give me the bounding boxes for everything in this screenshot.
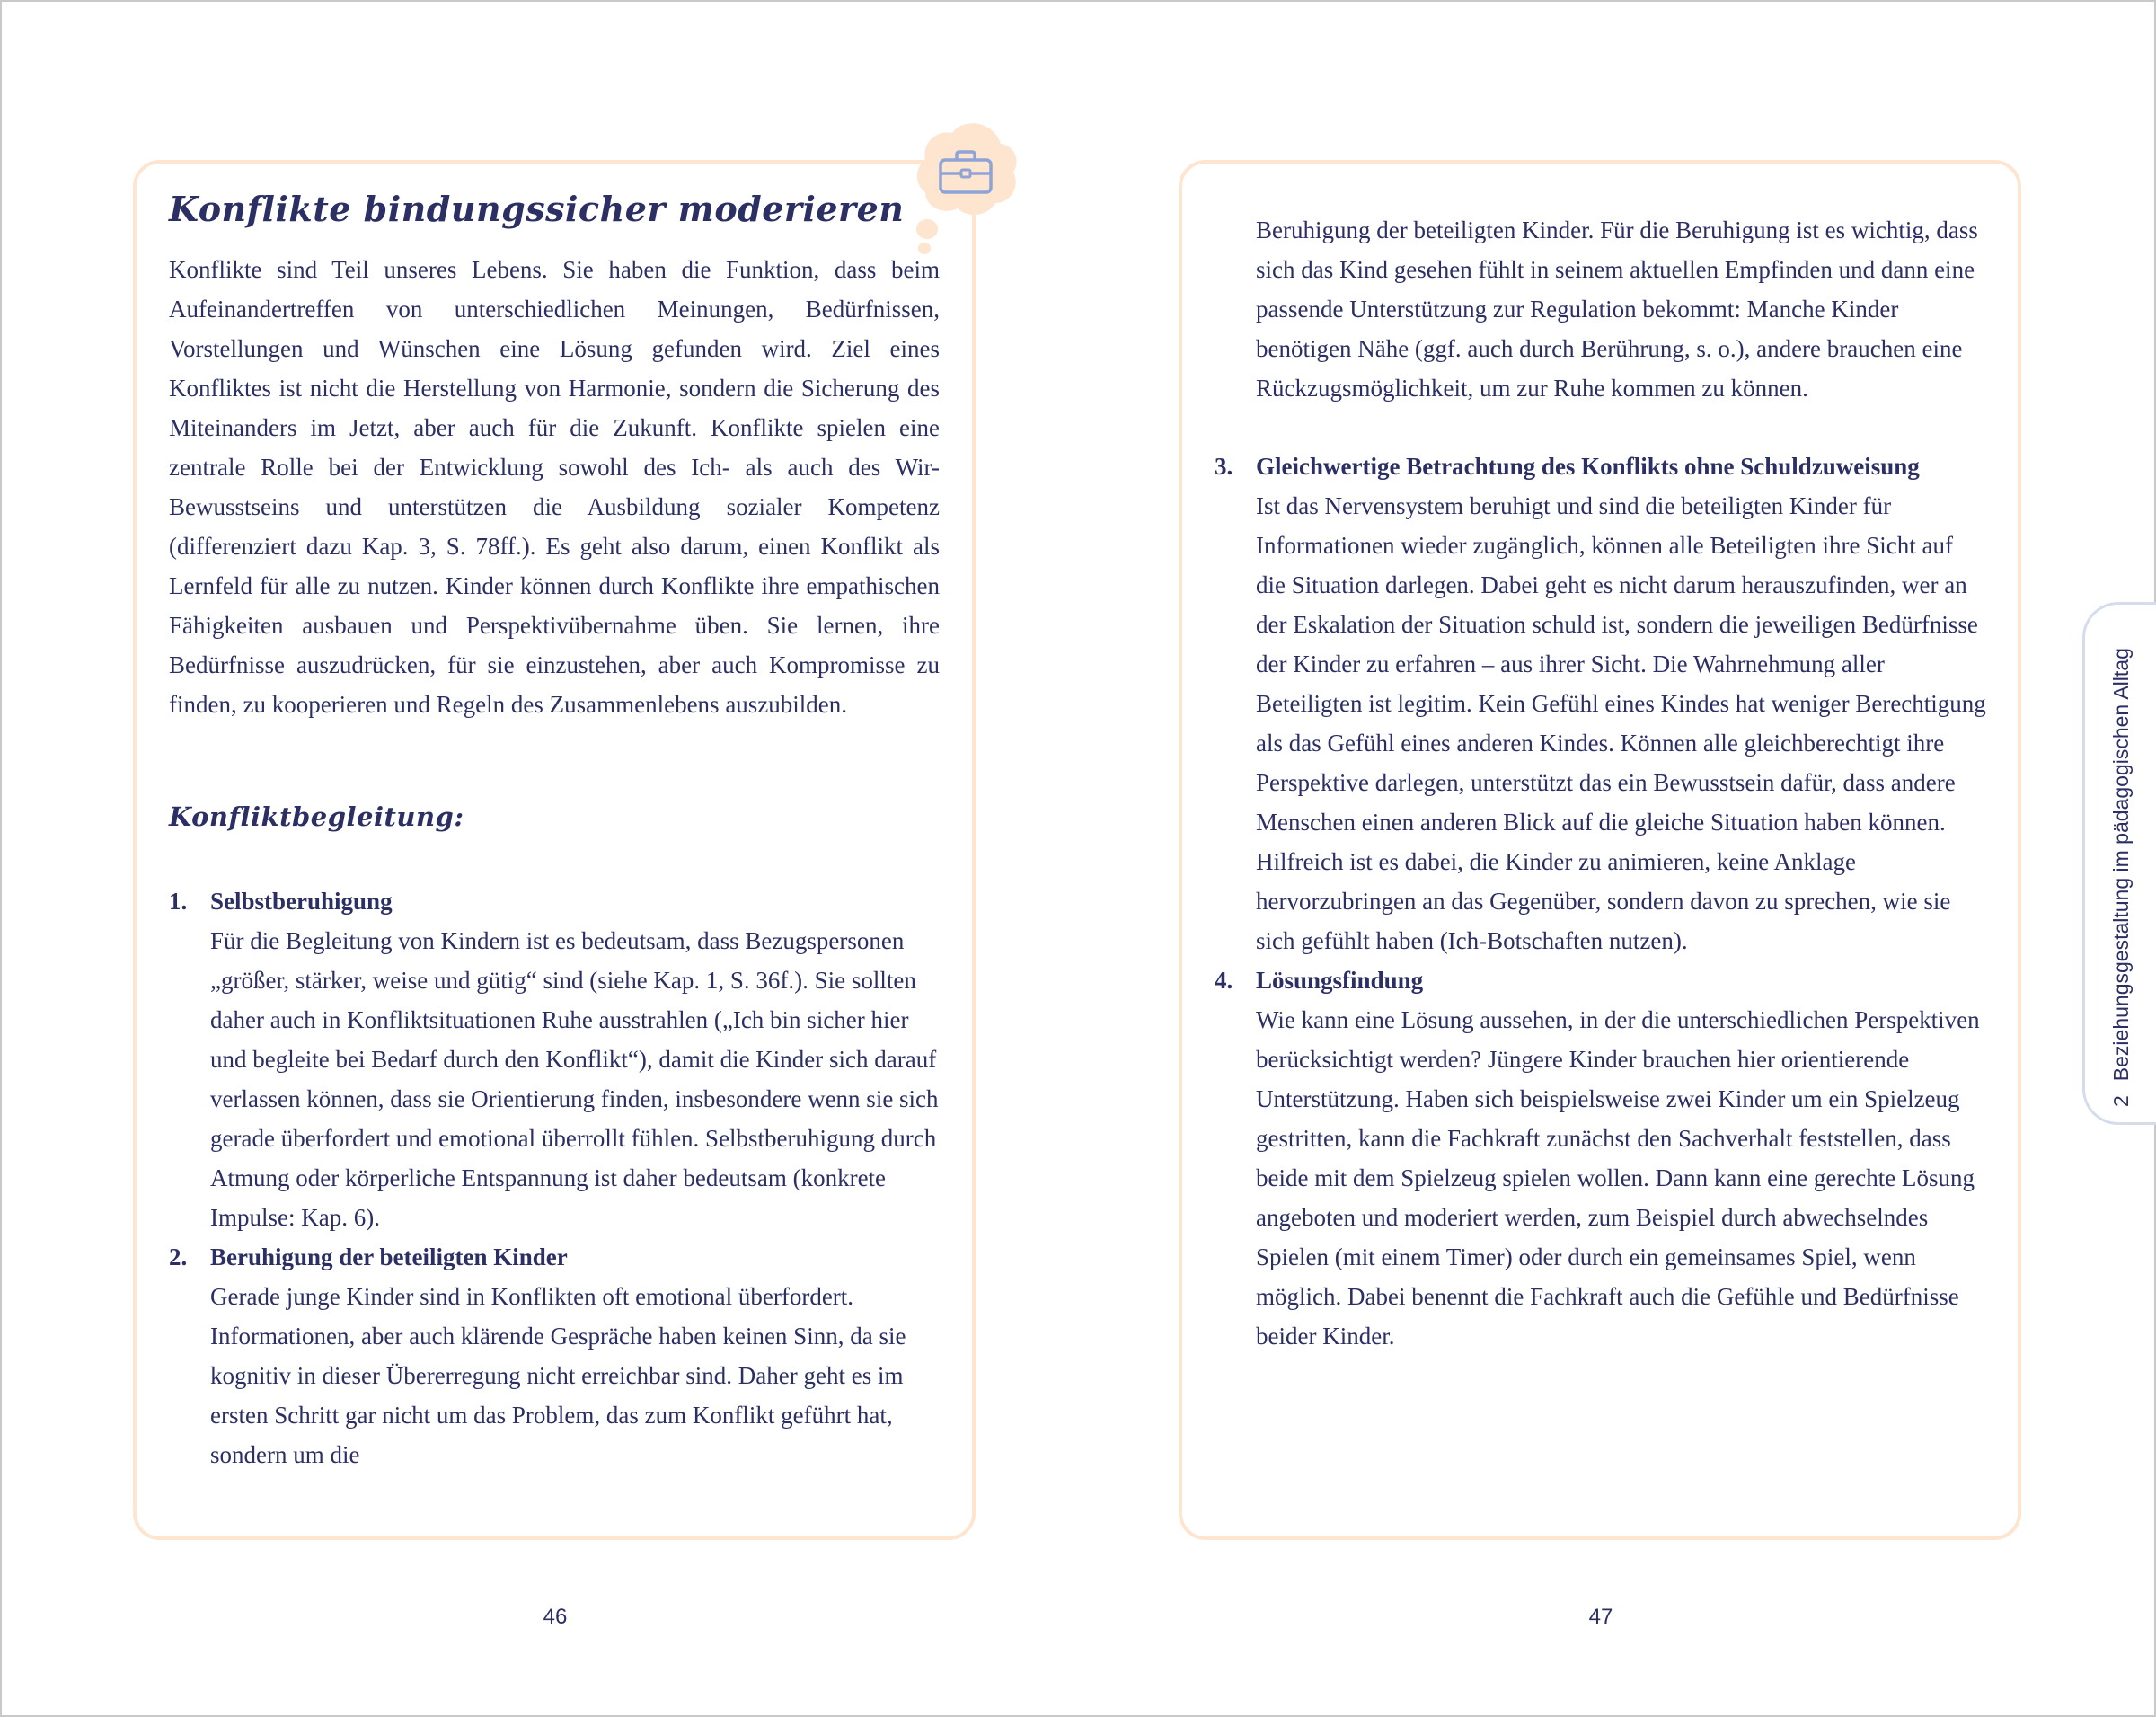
chapter-tab-label — [2109, 622, 2134, 1107]
list-item-title: Selbstberuhigung — [210, 888, 393, 915]
list-item-text: Ist das Nervensystem beruhigt und sind die beteiligten Kinder für Informationen wieder zugänglich, können alle Beteiligten ihre Sicht auf die Situation darlegen. Dabei geht es nicht darum herauszufinden, wer an der Eskalation der Situation schuld ist, sondern die jeweiligen Bedürfnisse der Kinder zu erfahren – aus ihrer Sicht. Die Wahrnehmung aller Beteiligten ist legitim. Kein Gefühl eines Kindes hat weniger Berechtigung als das Gefühl eines anderen Kindes. Können alle gleichberechtigt ihre Perspektive darlegen, unterstützt das ein Bewusstsein dafür, dass andere Menschen einen anderen Blick auf die gleiche Situation haben können. Hilfreich ist es dabei, die Kinder zu animieren, keine Anklage hervorzubringen an das Gegenüber, sondern davon zu sprechen, wie sie sich gefühlt haben (Ich-Botschaften nutzen). — [1256, 492, 1986, 954]
list-item-loesungsfindung — [1215, 960, 1987, 1356]
list-item-gleichwertige-betrachtung — [1215, 447, 1987, 960]
list-item-number: 2. — [169, 1243, 188, 1270]
continuation-paragraph: Beruhigung der beteiligten Kinder. Für die Beruhigung ist es wichtig, dass sich das Kind gesehen fühlt in seinem aktuellen Empfinden und dann eine passende Unterstützung zur Regulation bekommt: Manche Kinder benötigen Nähe (ggf. auch durch Berührung, s. o.), andere brauchen eine Rückzugsmöglichkeit, um zur Ruhe kommen zu können. — [1256, 217, 1978, 402]
page-number-right: 47 — [1588, 1605, 1613, 1629]
conflict-steps-list-left — [169, 881, 941, 1474]
list-item-selbstberuhigung — [169, 881, 941, 1237]
list-item-title: Lösungsfindung — [1256, 967, 1424, 994]
briefcase-icon — [938, 149, 994, 196]
chapter-title: Beziehungsgestaltung im pädagogischen Alltag — [2109, 648, 2133, 1082]
subsection-heading: Konfliktbegleitung: — [169, 801, 464, 832]
list-item-title: Beruhigung der beteiligten Kinder — [210, 1243, 568, 1270]
list-item-number: 1. — [169, 888, 188, 915]
conflict-steps-list-right — [1215, 447, 1987, 1356]
section-heading: Konflikte bindungssicher moderieren — [169, 189, 905, 229]
list-item-beruhigung — [169, 1237, 941, 1474]
chapter-number: 2 — [2109, 1095, 2133, 1107]
intro-paragraph: Konflikte sind Teil unseres Lebens. Sie haben die Funktion, dass beim Aufeinandertreffen von unterschiedlichen Meinungen, Bedürfnissen, Vorstellungen und Wünschen eine Lösung gefunden wird. Ziel eines Konfliktes ist nicht die Herstellung von Harmonie, sondern die Sicherung des Miteinanders im Jetzt, aber auch für die Zukunft. Konflikte spielen eine zentrale Rolle bei der Entwicklung sowohl des Ich- als auch des Wir-Bewusstseins und unterstützen die Ausbildung sozialer Kompetenz (differenziert dazu Kap. 3, S. 78ff.). Es geht also darum, einen Konflikt als Lernfeld für alle zu nutzen. Kinder können durch Konflikte ihre empathischen Fähigkeiten ausbauen und Perspektivübernahme üben. Sie lernen, ihre Bedürfnisse auszudrücken, für sie einzustehen, aber auch Kompromisse zu finden, zu kooperieren und Regeln des Zusammenlebens auszubilden. — [169, 256, 940, 718]
list-item-text: Für die Begleitung von Kindern ist es bedeutsam, dass Bezugspersonen „größer, stärker, weise und gütig“ sind (siehe Kap. 1, S. 36f.). Sie sollten daher auch in Konfliktsituationen Ruhe ausstrahlen („Ich bin sicher hier und begleite bei Bedarf durch den Konflikt“), damit die Kinder sich darauf verlassen können, dass sie Orientierung finden, insbesondere wenn sie sich gerade überfordert und emotional überrollt fühlen. Selbstberuhigung durch Atmung oder körperliche Entspannung ist daher bedeutsam (konkrete Impulse: Kap. 6). — [210, 927, 939, 1231]
thought-bubble-dot — [916, 219, 938, 239]
page-number-left: 46 — [543, 1605, 568, 1629]
list-item-number: 3. — [1215, 453, 1233, 480]
list-item-title: Gleichwertige Betrachtung des Konflikts ohne Schuldzuweisung — [1256, 453, 1920, 480]
list-item-text: Wie kann eine Lösung aussehen, in der die unterschiedlichen Perspektiven berücksichtigt werden? Jüngere Kinder brauchen hier orientierende Unterstützung. Haben sich beispielsweise zwei Kinder um ein Spielzeug gestritten, kann die Fachkraft zunächst den Sachverhalt feststellen, dass beide mit dem Spielzeug spielen wollen. Dann kann eine gerechte Lösung angeboten und moderiert werden, zum Beispiel durch abwechselndes Spielen (mit einem Timer) oder durch ein gemeinsames Spiel, wenn möglich. Dabei benennt die Fachkraft auch die Gefühle und Bedürfnisse beider Kinder. — [1256, 1006, 1980, 1350]
list-item-text: Gerade junge Kinder sind in Konflikten oft emotional überfordert. Informationen, aber auch klärende Gespräche haben keinen Sinn, da sie kognitiv in dieser Übererregung nicht erreichbar sind. Daher geht es im ersten Schritt gar nicht um das Problem, das zum Konflikt geführt hat, sondern um die — [210, 1283, 906, 1468]
list-item-number: 4. — [1215, 967, 1233, 994]
